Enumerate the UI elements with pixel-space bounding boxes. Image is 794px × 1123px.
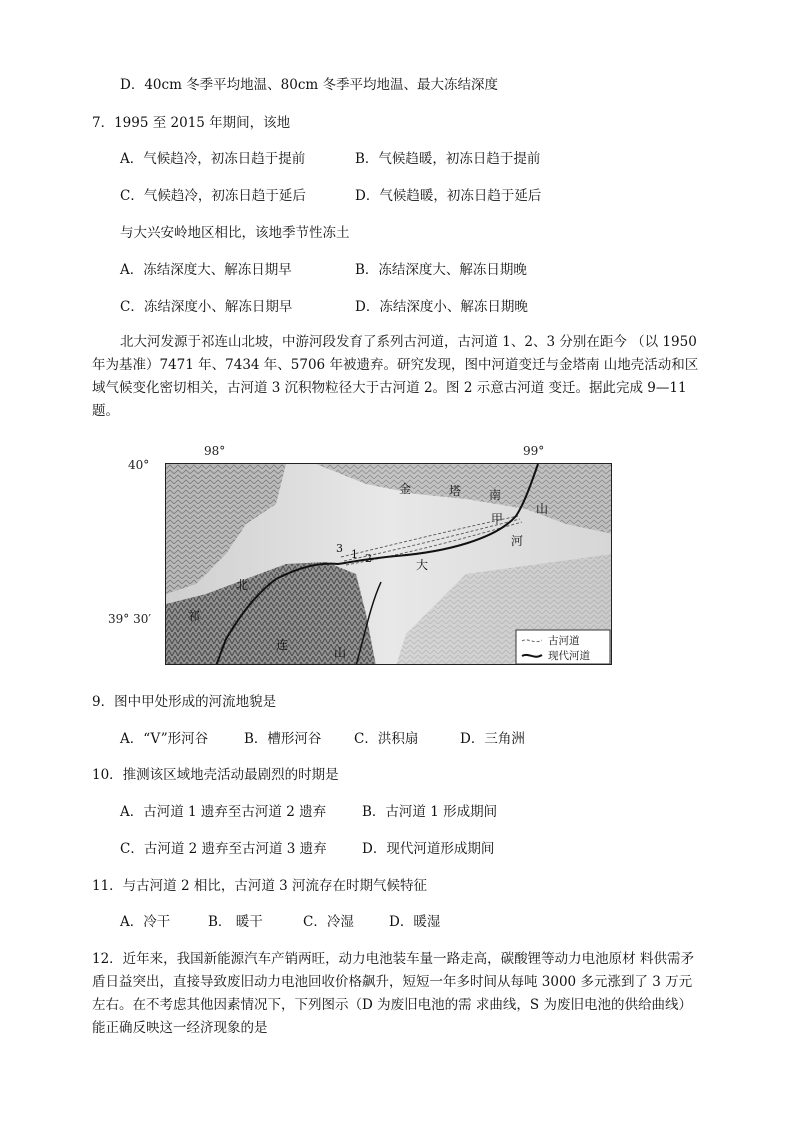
q7-option-a[interactable]: A．气候趋冷，初冻日趋于提前 [120, 151, 306, 167]
paleochannel-map [165, 463, 612, 665]
q9-stem: 9．图中甲处形成的河流地貌是 [92, 694, 277, 710]
q7-option-d[interactable]: D．气候趋暖，初冻日趋于延后 [355, 188, 542, 204]
q10-stem: 10．推测该区域地壳活动最剧烈的时期是 [92, 767, 339, 783]
map-label-he: 河 [511, 534, 524, 548]
q8-stem: 与大兴安岭地区相比，该地季节性冻土 [120, 225, 350, 241]
map-label-ta: 塔 [449, 484, 462, 498]
q12-text: 12．近年来，我国新能源汽车产销两旺，动力电池装车量一路走高，碳酸锂等动力电池原材 料供需矛盾日益突出，直接导致废旧动力电池回收价格飙升，短短一年多时间从每吨 3000 多元涨到了 3 万元左右。在不考虑其他因素情况下，下列图示（D 为废旧电池的需 求曲线，S 为废旧电池的供给曲线）能正确反映这一经济现象的是 [92, 951, 694, 1036]
q8-option-a[interactable]: A．冻结深度大、解冻日期早 [120, 262, 292, 278]
map-label-3: 3 [336, 542, 343, 555]
q10-option-d[interactable]: D．现代河道形成期间 [362, 841, 495, 857]
q11-option-b[interactable]: B． 暖干 [208, 914, 263, 930]
lon-99-label: 99° [523, 444, 545, 458]
q10-option-c[interactable]: C．古河道 2 遗弃至古河道 3 遗弃 [120, 841, 327, 857]
q11-option-d[interactable]: D．暖湿 [389, 914, 441, 930]
q10-option-a[interactable]: A．古河道 1 遗弃至古河道 2 遗弃 [120, 804, 327, 820]
q8-option-d[interactable]: D．冻结深度小、解冻日期晚 [355, 299, 528, 315]
map-label-lian: 连 [276, 638, 289, 652]
map-label-2: 2 [365, 552, 372, 565]
map-label-bei: 北 [236, 578, 249, 592]
q7-option-c[interactable]: C．气候趋冷，初冻日趋于延后 [120, 188, 306, 204]
q9-option-d[interactable]: D．三角洲 [460, 731, 525, 747]
q9-option-a[interactable]: A．“V”形河谷 [120, 731, 209, 747]
map-label-jia: 甲 [491, 512, 504, 526]
map-label-jin: 金 [399, 482, 412, 496]
map-terrain [166, 464, 612, 665]
legend-paleochannel: 古河道 [548, 635, 580, 647]
q8-option-c[interactable]: C．冻结深度小、解冻日期早 [120, 299, 293, 315]
lat-39-30-label: 39° 30′ [108, 612, 152, 626]
map-label-1: 1 [351, 548, 358, 561]
map-label-nan: 南 [489, 488, 502, 502]
q11-stem: 11．与古河道 2 相比，古河道 3 河流存在时期气候特征 [92, 878, 428, 894]
passage-text: 北大河发源于祁连山北坡，中游河段发育了系列古河道，古河道 1、2、3 分别在距今 （以 1950 年为基准）7471 年、7434 年、5706 年被遗弃。研究发现，图中河道变迁与金塔南 山地壳活动和区域气候变化密切相关，古河道 3 沉积物粒径大于古河道 2。图 2 示意古河道 变迁。据此完成 9—11 题。 [92, 334, 699, 419]
map-label-qi: 祁 [188, 609, 201, 623]
q10-option-b[interactable]: B．古河道 1 形成期间 [362, 804, 498, 820]
map-label-shan-jinta: 山 [536, 502, 549, 516]
q7-stem: 7．1995 至 2015 年期间，该地 [92, 115, 291, 131]
lat-40-label: 40° [128, 458, 150, 472]
q6-option-d: D．40cm 冬季平均地温、80cm 冬季平均地温、最大冻结深度 [120, 77, 498, 93]
q9-option-c[interactable]: C．洪积扇 [354, 731, 419, 747]
lon-98-label: 98° [204, 444, 226, 458]
map-label-da: 大 [416, 558, 429, 572]
q7-option-b[interactable]: B．气候趋暖，初冻日趋于提前 [355, 151, 541, 167]
q11-option-c[interactable]: C．冷湿 [303, 914, 354, 930]
q11-option-a[interactable]: A．冷干 [120, 914, 171, 930]
legend-modern-river: 现代河道 [548, 650, 590, 662]
q9-option-b[interactable]: B．槽形河谷 [244, 731, 322, 747]
q8-option-b[interactable]: B．冻结深度大、解冻日期晚 [355, 262, 527, 278]
map-label-shan-qilian: 山 [334, 646, 347, 660]
